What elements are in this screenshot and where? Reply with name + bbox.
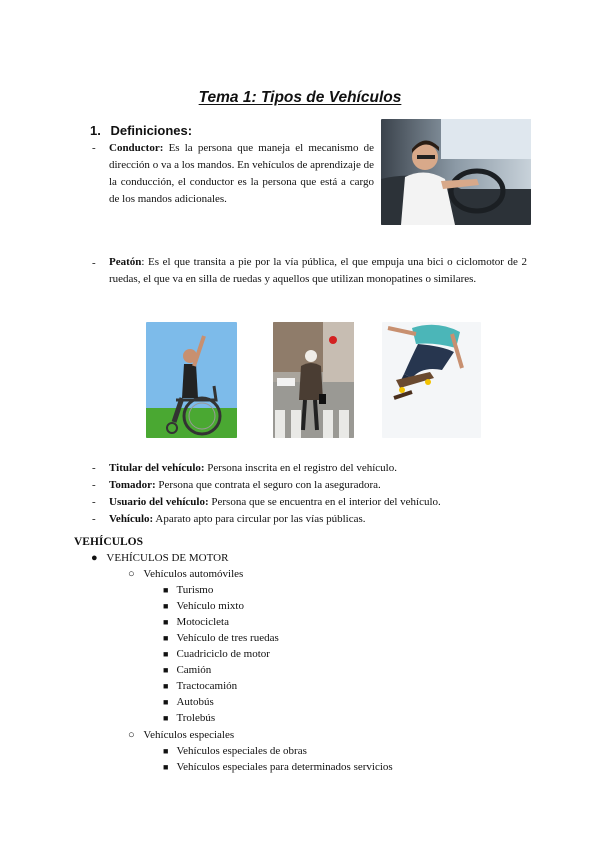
list-item (163, 759, 393, 775)
bullet-square: ■ (163, 746, 169, 756)
skateboard-photo (382, 322, 481, 438)
list-item (163, 646, 279, 662)
page-title: Tema 1: Tipos de Vehículos (198, 89, 402, 106)
term: Usuario del vehículo: (109, 496, 209, 508)
section-number: 1. (90, 123, 101, 138)
term: Vehículo: (109, 513, 154, 525)
definition-item (92, 511, 532, 528)
item-label: Cuadriciclo de motor (176, 648, 270, 660)
dash-marker: - (92, 496, 96, 508)
list-item (163, 662, 279, 678)
pedestrian-photo (273, 322, 354, 438)
list-item (163, 630, 279, 646)
bullet-square: ■ (163, 585, 169, 595)
list-item (163, 614, 279, 630)
list-item (163, 743, 393, 759)
list-item (163, 710, 279, 726)
bullet-square: ■ (163, 649, 169, 659)
list-level2 (128, 566, 243, 582)
definition-text: Persona inscrita en el registro del vehículo. (207, 462, 397, 474)
section-heading (90, 123, 192, 138)
bullet-square: ■ (163, 713, 169, 723)
vehiculos-heading: VEHÍCULOS (74, 536, 144, 548)
group2-items (163, 743, 393, 775)
group1-items (163, 582, 279, 726)
driver-photo (381, 119, 531, 225)
dash-marker: - (92, 257, 96, 269)
bullet-square: ■ (163, 617, 169, 627)
bullet-square: ■ (163, 601, 169, 611)
bullet-circle: ○ (128, 729, 135, 741)
bullet-square: ■ (163, 762, 169, 772)
text-conductor: Es la persona que maneja el mecanismo de dirección o va a los mandos. En vehículos de aprendizaje de la conducción, el conductor es la persona que está a cargo de los mandos adicionales. (109, 142, 375, 205)
section-title: Definiciones: (110, 123, 193, 138)
list-item (163, 678, 279, 694)
bullet-square: ■ (163, 633, 169, 643)
item-label: Tractocamión (176, 680, 238, 692)
group-label: Vehículos especiales (143, 729, 235, 741)
definitions-list (92, 460, 532, 528)
item-label: Vehículo de tres ruedas (176, 632, 279, 644)
dash-marker: - (92, 462, 96, 474)
definition-conductor (109, 140, 374, 208)
list-item (163, 694, 279, 710)
definition-text: Persona que contrata el seguro con la aseguradora. (158, 479, 381, 491)
item-label: Vehículos especiales de obras (176, 745, 307, 757)
term-conductor: Conductor: (109, 142, 164, 154)
term: Titular del vehículo: (109, 462, 205, 474)
dash-marker: - (92, 142, 96, 154)
bullet-square: ■ (163, 665, 169, 675)
dash-marker: - (92, 513, 96, 525)
item-label: Trolebús (176, 712, 216, 724)
vehiculos-motor-label: VEHÍCULOS DE MOTOR (106, 552, 229, 564)
group-label: Vehículos automóviles (143, 568, 244, 580)
definition-text: Aparato apto para circular por las vías públicas. (155, 513, 366, 525)
item-label: Turismo (176, 584, 214, 596)
dash-marker: - (92, 479, 96, 491)
bullet-circle: ○ (128, 568, 135, 580)
term-peaton: Peatón (109, 256, 142, 268)
list-item (163, 582, 279, 598)
text-peaton: : Es el que transita a pie por la vía pública, el que empuja una bici o ciclomotor de 2 ruedas, el que va en silla de ruedas y aquellos que utilizan monopatines o similares. (109, 256, 527, 285)
definition-item (92, 477, 532, 494)
definition-peaton (109, 254, 527, 288)
bullet-square: ■ (163, 697, 169, 707)
item-label: Camión (176, 664, 212, 676)
list-level1 (91, 550, 228, 566)
item-label: Autobús (176, 696, 214, 708)
item-label: Motocicleta (176, 616, 229, 628)
definition-text: Persona que se encuentra en el interior del vehículo. (211, 496, 441, 508)
list-item (163, 598, 279, 614)
wheelchair-photo (146, 322, 237, 438)
definition-item (92, 460, 532, 477)
bullet-square: ■ (163, 681, 169, 691)
list-level2 (128, 727, 234, 743)
bullet-disc: ● (91, 552, 98, 564)
definition-item (92, 494, 532, 511)
term: Tomador: (109, 479, 156, 491)
item-label: Vehículo mixto (176, 600, 244, 612)
item-label: Vehículos especiales para determinados servicios (176, 761, 393, 773)
